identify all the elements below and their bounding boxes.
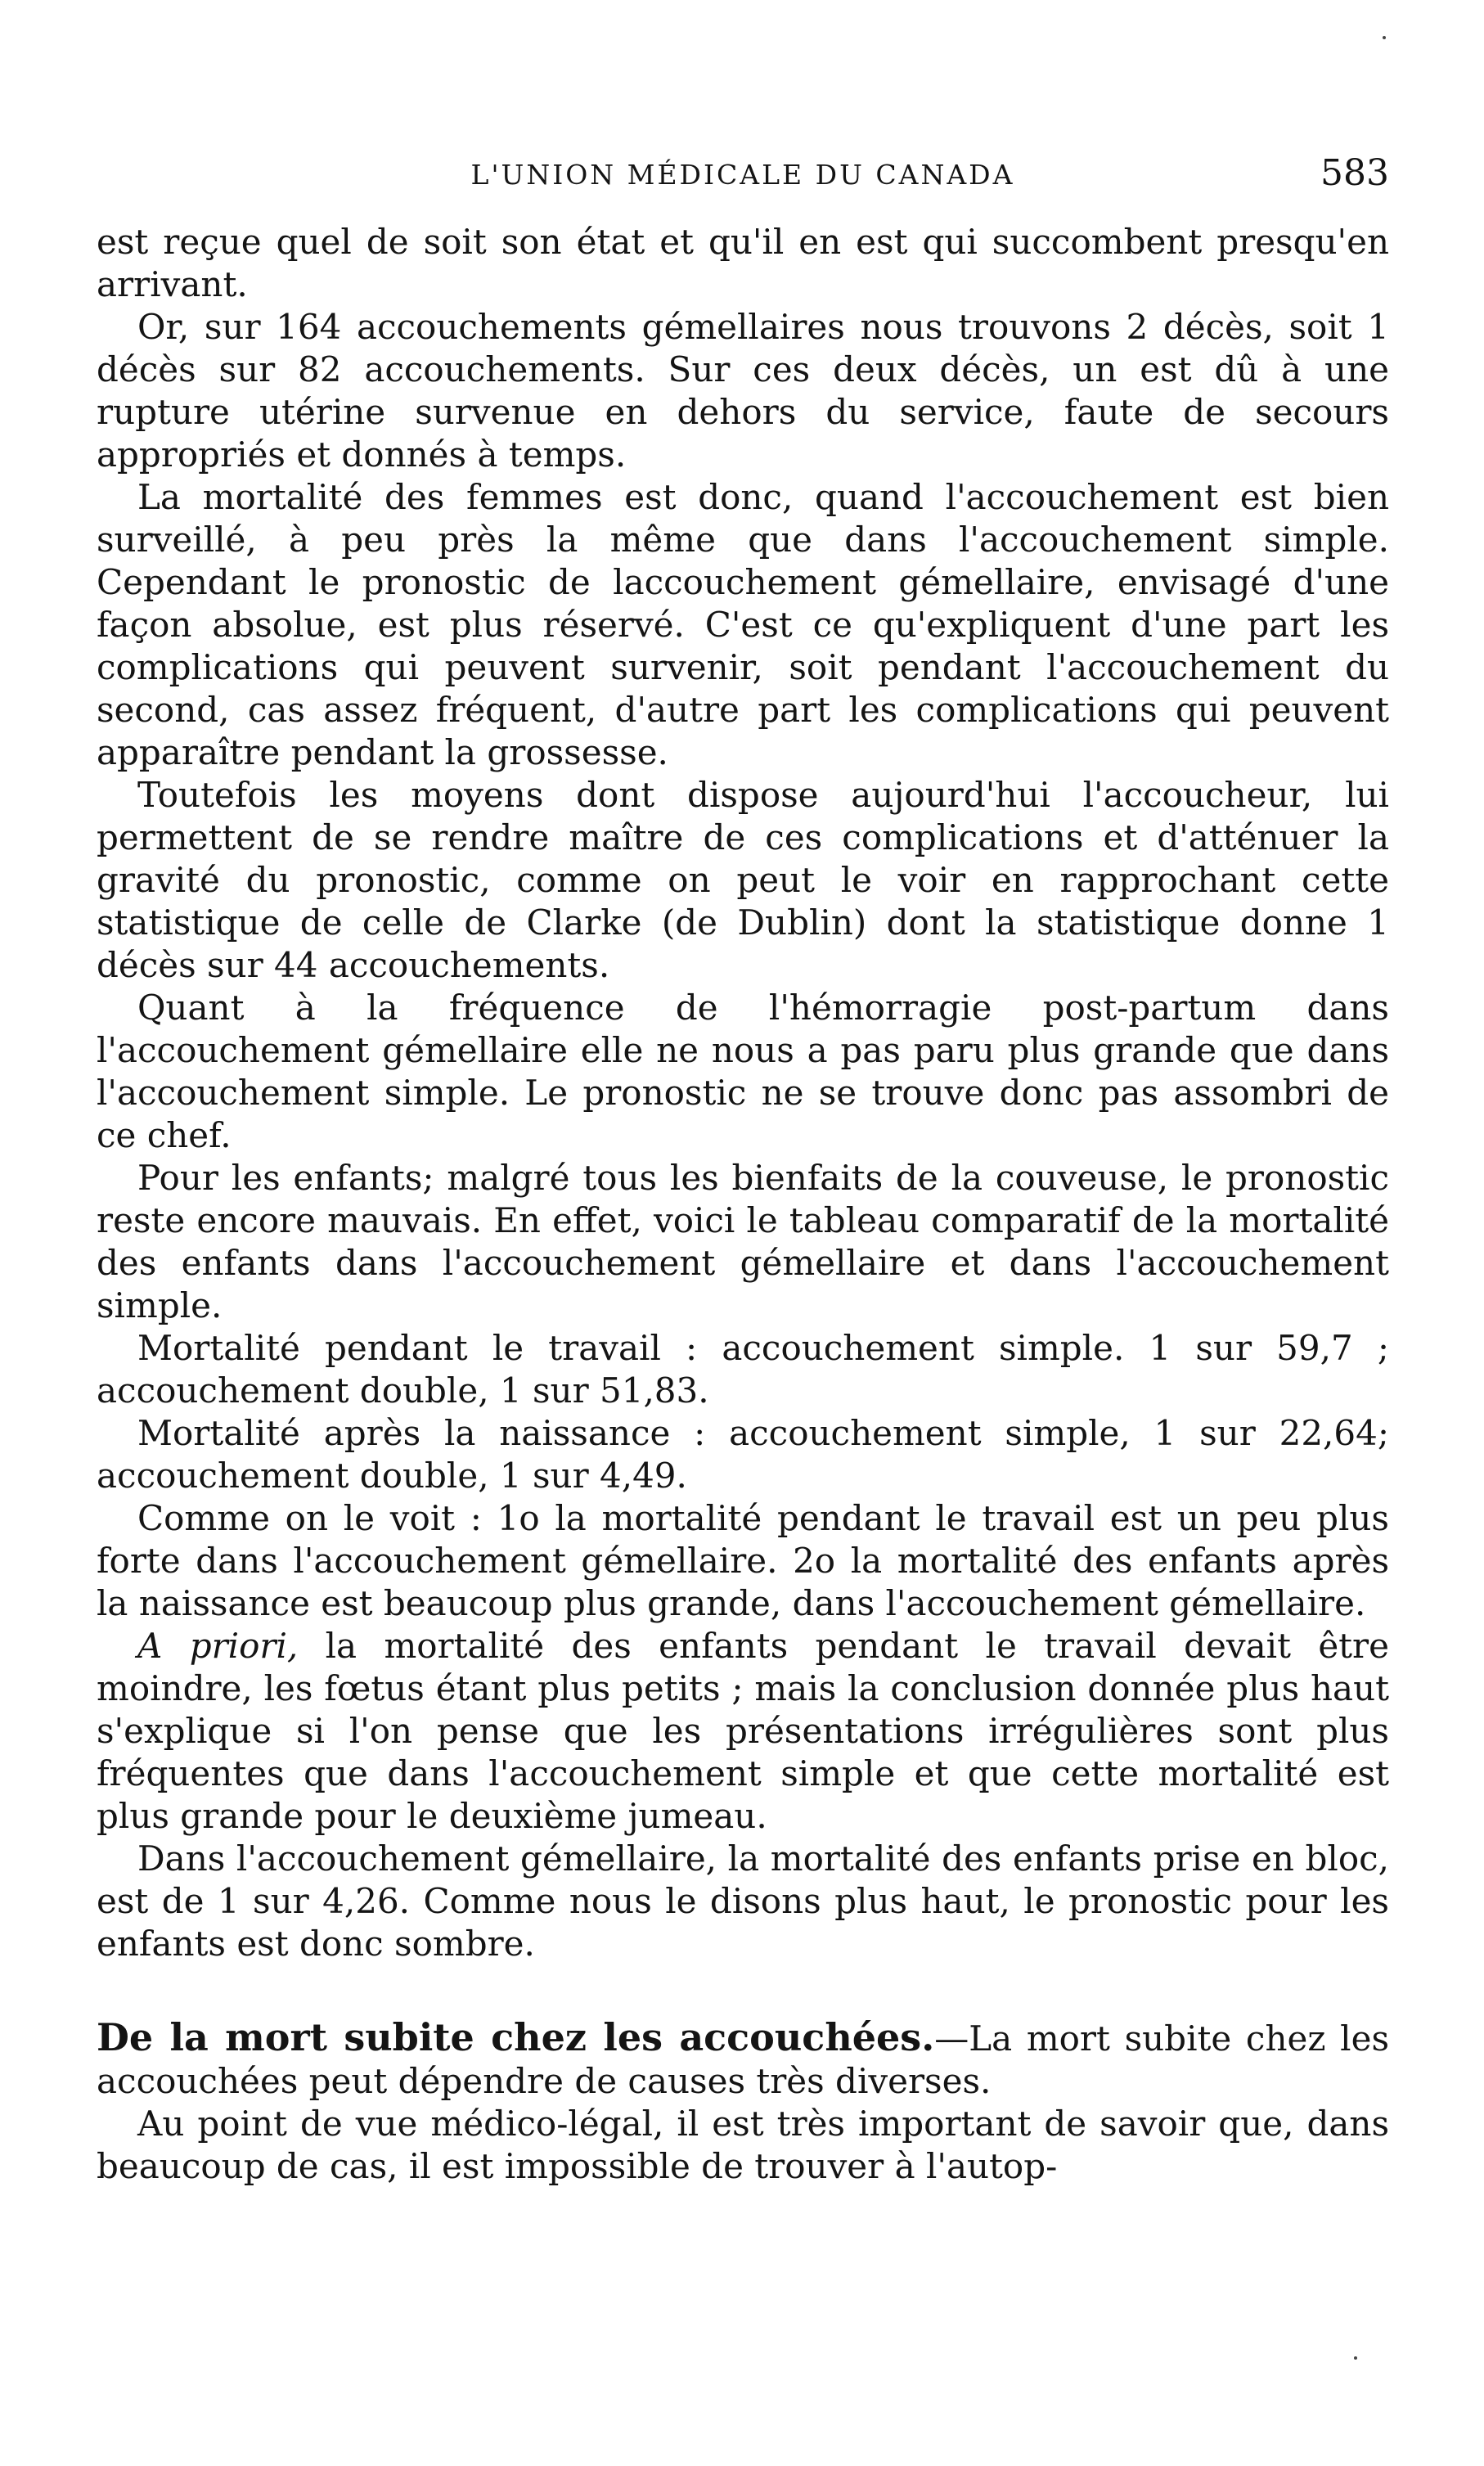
section-title: De la mort subite chez les accouchées. xyxy=(97,2015,935,2059)
paragraph: est reçue quel de soit son état et qu'il en est qui succombent presqu'en arrivant. xyxy=(97,222,1389,304)
document-page xyxy=(97,147,1389,2438)
paragraph: Mortalité après la naissance : accouchement simple, 1 sur 22,64; accouchement double, 1 sur 4,49. xyxy=(97,1413,1389,1496)
paragraph: Pour les enfants; malgré tous les bienfaits de la couveuse, le pronostic reste encore mauvais. En effet, voici le tableau comparatif de la mortalité des enfants dans l'accouchement gémellaire et dans l'accouchement simple. xyxy=(97,1158,1389,1325)
paragraph: Mortalité pendant le travail : accouchement simple. 1 sur 59,7 ; accouchement double, 1 sur 51,83. xyxy=(97,1328,1389,1411)
section-lead-text: —La mort subite chez les accouchées peut dépendre de causes très diverses. xyxy=(97,2018,1389,2101)
paragraph: Quant à la fréquence de l'hémorragie post-partum dans l'accouchement gémellaire elle ne nous a pas paru plus grande que dans l'accouchement simple. Le pronostic ne se trouve donc pas assombri de ce chef. xyxy=(97,988,1389,1155)
paragraph: Comme on le voit : 1o la mortalité pendant le travail est un peu plus forte dans l'accouchement gémellaire. 2o la mortalité des enfants après la naissance est beaucoup plus grande, dans l'accouchement gémellaire. xyxy=(97,1498,1389,1623)
paragraph: Dans l'accouchement gémellaire, la mortalité des enfants prise en bloc, est de 1 sur 4,26. Comme nous le disons plus haut, le pronostic pour les enfants est donc sombre. xyxy=(97,1838,1389,1964)
paragraph: Toutefois les moyens dont dispose aujourd'hui l'accoucheur, lui permettent de se rendre maître de ces complications et d'atténuer la gravité du pronostic, comme on peut le voir en rapprochant cette statistique de celle de Clarke (de Dublin) dont la statistique donne 1 décès sur 44 accouchements. xyxy=(97,775,1389,985)
body-text xyxy=(97,221,1389,2188)
running-title: L'UNION MÉDICALE DU CANADA xyxy=(470,159,1015,191)
italic-lead: A priori, xyxy=(137,1626,299,1666)
section-paragraph xyxy=(97,2016,1389,2103)
paragraph-body: la mortalité des enfants pendant le travail devait être moindre, les fœtus étant plus petits ; mais la conclusion donnée plus haut s'explique si l'on pense que les présentations irrégulières sont plus fréquentes que dans l'accouchement simple et que cette mortalité est plus grande pour le deuxième jumeau. xyxy=(97,1626,1389,1836)
paragraph: La mortalité des femmes est donc, quand l'accouchement est bien surveillé, à peu près la même que dans l'accouchement simple. Cependant le pronostic de laccouchement gémellaire, envisagé d'une façon absolue, est plus réservé. C'est ce qu'expliquent d'une part les complications qui peuvent survenir, soit pendant l'accouchement du second, cas assez fréquent, d'autre part les complications qui peuvent apparaître pendant la grossesse. xyxy=(97,477,1389,772)
print-speck xyxy=(1383,36,1386,39)
paragraph xyxy=(97,1625,1389,1838)
page-header xyxy=(97,147,1389,213)
paragraph: Au point de vue médico-légal, il est très important de savoir que, dans beaucoup de cas, il est impossible de trouver à l'autop- xyxy=(97,2104,1389,2186)
page-number: 583 xyxy=(1320,152,1389,194)
paragraph: Or, sur 164 accouchements gémellaires nous trouvons 2 décès, soit 1 décès sur 82 accouchements. Sur ces deux décès, un est dû à une rupture utérine survenue en dehors du service, faute de secours appropriés et donnés à temps. xyxy=(97,307,1389,475)
print-speck xyxy=(1354,2356,1357,2360)
